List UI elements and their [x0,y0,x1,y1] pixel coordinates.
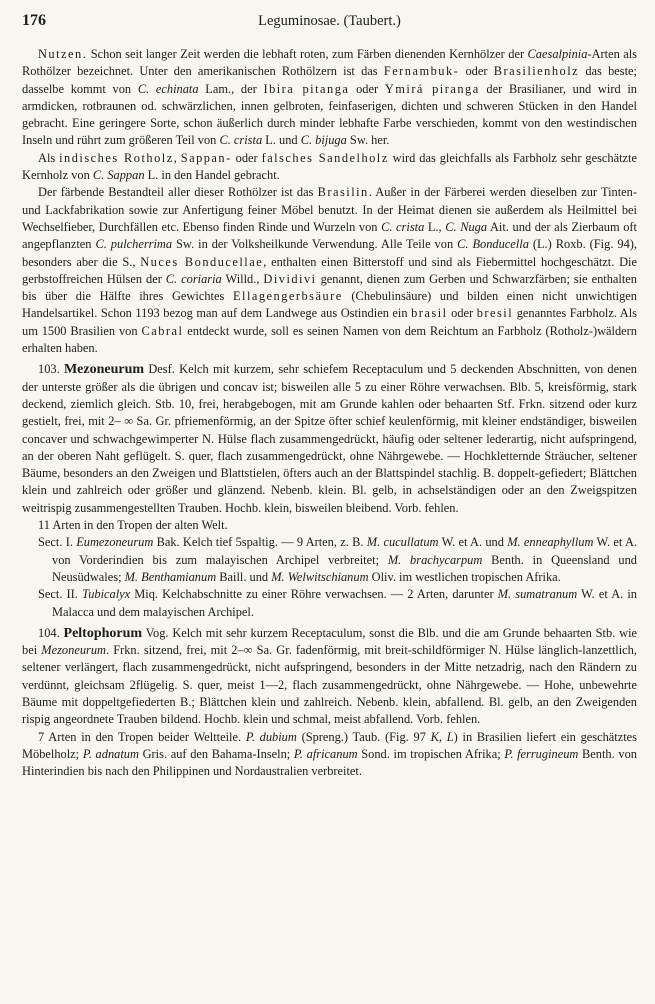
text-run: M. Benthamianum [124,569,217,584]
text-run: entdeckt wurde, soll es seinen Namen von dem Reichtum an Farbholz (Rotholz-)wäldern erhalten haben. [22,323,638,356]
text-run: L. und [262,133,301,148]
section-eumezoneurum [36,534,637,586]
text-run: M. enneaphyllum [507,535,594,550]
text-run: Nutzen. [38,47,88,61]
text-run: falsches Sandelholz [261,150,389,165]
paragraph-brasilin [22,184,637,357]
text-run: M. cucullatum [366,535,439,550]
text-run: P. adnatum [82,746,139,761]
text-run: wird das gleichfalls als Farbholz sehr geschätzte Kernholz von [22,150,637,183]
entry-number: 103. [38,362,64,377]
text-run: oder [349,81,385,96]
distribution-mezoneurum: 11 Arten in den Tropen der alten Welt. [38,518,228,533]
text-run: Nuces Bonducellae [140,254,264,269]
text-run: L. in den Handel gebracht. [144,168,280,183]
text-run: W. et A. und [438,535,508,550]
text-run: Der färbende Bestandteil aller dieser Rothölzer ist das [38,185,318,200]
text-run: , [173,150,181,165]
distribution-peltophorum [22,729,637,781]
text-run: P. dubium [245,729,297,744]
text-run: (Chebulinsäure) und bilden einen nicht unwichtigen Handelsartikel. Schon 1193 bezog man auf dem Landwege aus Ostindien ein [22,289,637,321]
page-header [22,12,637,46]
text-run: W. et A. von Vorderindien bis zum malayischen Archipel verbreitet; [52,535,638,567]
text-run: oder [231,150,262,165]
text-run: der Brasilianer, und wird in armdicken, rotbraunen od. schwärzlichen, innen gelbroten, feinfaserigen, dichten und schweren Stücken in den Handel gebracht. Eine geringere Sorte, schon äußerlich durch minder lebhafte Farbe verschieden, kommt von den westindischen Inseln und rührt zum größeren Teil von [22,81,637,148]
text-run: das beste; dasselbe kommt von [22,64,637,96]
text-run: Ait. und der als Zierbaum oft angepflanzten [22,219,638,252]
text-run: . Außer in der Färberei werden dieselben zur Tinten- und Lackfabrikation sowie zur Anfertigung feiner Möbel benutzt. In der Heimat dienen sie außerdem als Heilmittel bei Wechselfieber, Durchfällen etc. Ebenso finden Rinde und Wurzeln von [22,185,637,234]
text-run: M. Welwitschianum [271,569,369,584]
text-run: C. coriaria [165,271,222,286]
text-run: Sw. her. [346,133,390,148]
entry-peltophorum [22,625,637,729]
text-run: genanntes Farbholz. Als um 1500 Brasilien von [22,306,637,338]
text-run: Schon seit langer Zeit werden die lebhaft roten, zum Färben dienenden Kernhölzer der [87,47,528,61]
text-run: Sw. in der Volksheilkunde Verwendung. Alle Teile von [172,237,458,252]
text-run: Desf. Kelch mit kurzem, sehr schiefem Receptaculum und 5 deckenden Abschnitten, von denen der unterste größer als die übrigen und concav ist; bisweilen alle 5 zu einer Röhre verwachsen. Blb. 5, kreisförmig, stark deckend, ziemlich gleich. Stb. 10, frei, herabgebogen, mit am Grunde kahlen oder behaarten Stf. Frkn. sitzend oder kurz gestielt, frei, mit 2– ∞ Sa. Gr. pfriemenförmig, an der Spitze öfter schief keulenförmig, mit kleiner endständiger, bisweilen concaver und schwachgewimperter N. Hülse flach zusammengedrückt, häufig oder seltener lederartig, nicht aufspringend, an der oberen Naht geflügelt. S. quer, flach zusammengedrückt, ohne Nährgewebe. — Hochkletternde Sträucher, seltener Bäume, besonders an den Zweigen und Blattstielen, öfters auch an der Blattspindel stachlig. B. doppelt-gefiedert; Blättchen klein und zahlreich oder größer und glänzend. Nebenb. klein. Bl. gelb, in achselständigen oder an den Zweigspitzen weitrispig zusammengestellten Trauben. Hochb. klein, bisweilen bleibend. Vorb. fehlen. [22,362,638,515]
section-tubicalyx [36,586,637,621]
text-run: Sect. I. [38,535,77,550]
text-run: Ellagengerbsäure [232,289,343,304]
text-run: Ymirá piranga [384,81,480,96]
text-run: Tubicalyx [82,587,131,602]
text-run: -Arten als Rothölzer bezeichnet. Unter den amerikanischen Rothölzern ist das [22,47,637,79]
text-run: indisches Rotholz [59,150,174,165]
text-run: Brasilienholz [493,64,580,79]
text-run: C. Sappan [92,168,145,183]
text-run: Vog. Kelch mit sehr kurzem Receptaculum, sonst die Blb. und die am Grunde behaarten Stb. wie bei [22,625,638,658]
genus-name: Peltophorum [63,625,143,641]
text-run: C. crista [219,133,263,148]
text-run: genannt, dienen zum Gerben und Schwarzfärben; sie enthalten bis über die Hälfte ihres Gewichtes [22,271,638,304]
text-run: Fernambuk- [383,64,460,79]
text-run: , enthalten einen Bitterstoff und sind als Fiebermittel hochgeschätzt. Die gerbstoffreichen Hülsen der [22,254,637,286]
text-run: Benth. von Hinterindien bis nach den Philippinen und Nordaustralien verbreitet. [22,746,637,779]
text-run: P. africanum [293,746,358,761]
text-run: C. crista [381,219,425,234]
text-run: brasil [411,306,448,321]
text-run: Sond. im tropischen Afrika; [357,746,505,761]
text-run: oder [447,306,477,321]
text-run: Lam., der [198,81,264,96]
text-run: K, L [430,729,454,744]
text-run: . Frkn. sitzend, frei, mit 2–∞ Sa. Gr. fadenförmig, mit breit-schildförmiger N. Hülse länglich-lanzettlich, seltener verlängert, flach zusammengedrückt, nicht aufspringend, besonders in der Mitte netzadrig, nach den Rändern zu verdünnt, gleichsam 2flügelig. S. quer, meist 1—2, flach zusammengedrückt, ohne Nährgewebe. — Hohe, unbewehrte Bäume mit doppeltgefiederten B.; Blättchen klein und zahlreich. Nebenb. klein, abfallend. Bl. gelb, an den Zweigenden rispig angeordnete Trauben bildend. Hochb. klein und schmal, meist abfallend. Vorb. fehlen. [22,643,637,727]
page-number: 176 [22,12,46,29]
text-run: Als [38,150,60,165]
text-run: Benth. in Queensland und Neusüdwales; [52,552,637,584]
entry-number: 104. [38,625,64,640]
text-run: Baill. und [216,569,272,584]
text-run: Gris. auf den Bahama-Inseln; [138,746,294,761]
text-run: M. sumatranum [497,587,578,602]
running-title: Leguminosae. (Taubert.) [258,13,401,29]
text-run: Mezoneurum [41,643,106,658]
entry-mezoneurum [22,361,637,517]
text-run: P. ferrugineum [504,746,579,761]
text-run: (Spreng.) Taub. (Fig. 97 [296,729,431,744]
text-run: L., [424,219,446,234]
text-run: bresil [476,306,514,321]
text-run: Bak. Kelch tief 5spaltig. — 9 Arten, z. B. [153,535,367,550]
text-run: Caesalpinia [527,47,588,61]
text-run: Miq. Kelchabschnitte zu einer Röhre verwachsen. — 2 Arten, darunter [130,587,498,602]
genus-name: Mezoneurum [63,362,145,378]
text-run: Willd., [221,271,264,286]
text-run: C. bijuga [300,133,347,148]
paragraph-rotholz [22,150,637,185]
text-run: Sappan- [180,150,232,165]
text-run: ) in Brasilien liefert ein geschätztes Möbelholz; [22,729,637,761]
text-run: Ibira pitanga [263,81,350,96]
text-run: C. echinata [137,81,199,96]
text-run: oder [459,64,494,79]
text-run: Eumezoneurum [76,535,154,550]
text-run: M. brachycarpum [387,552,483,567]
text-run: Brasilin [317,185,369,200]
text-run: C. pulcherrima [95,237,173,252]
text-run: C. Nuga [445,219,488,234]
text-run: Sect. II. [38,587,82,602]
text-run: (L.) Roxb. (Fig. 94), besonders aber die S., [22,237,638,269]
text-run: 7 Arten in den Tropen beider Weltteile. [38,729,246,744]
text-run: W. et A. in Malacca und dem malayischen Archipel. [52,587,637,619]
paragraph-nutzen [22,46,637,150]
text-run: C. Bonducella [457,237,529,252]
text-run: Cabral [141,323,184,338]
text-run: Dividivi [263,271,317,286]
text-run: Oliv. im westlichen tropischen Afrika. [368,569,561,584]
